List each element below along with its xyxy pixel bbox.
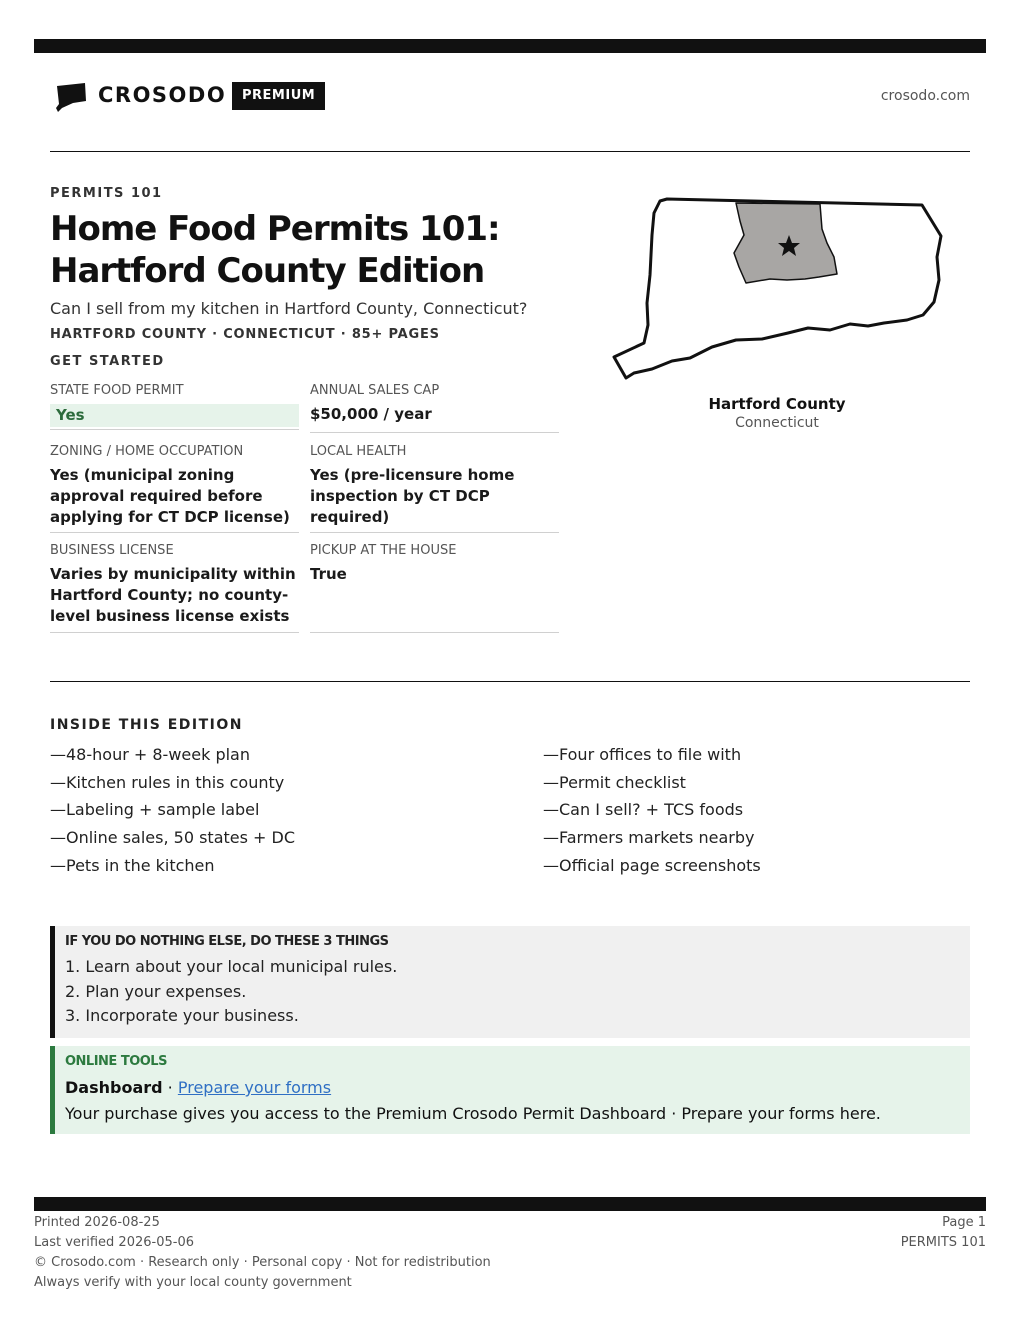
fact-divider xyxy=(50,632,299,633)
contents-list-right xyxy=(543,744,761,882)
list-item[interactable]: —Kitchen rules in this county xyxy=(50,772,285,792)
step-item: 3. Incorporate your business. xyxy=(65,1006,299,1025)
fact-label: STATE FOOD PERMIT xyxy=(50,383,184,398)
list-item[interactable]: —Official page screenshots xyxy=(543,855,761,875)
list-item[interactable]: —Can I sell? + TCS foods xyxy=(543,800,744,820)
verified-date: Last verified 2026-05-06 xyxy=(34,1235,194,1250)
list-item[interactable]: —Farmers markets nearby xyxy=(543,828,755,848)
fact-divider xyxy=(310,432,559,433)
fact-divider xyxy=(310,532,559,533)
separator: · xyxy=(162,1078,178,1097)
header-divider xyxy=(50,151,970,152)
fact-business-license xyxy=(50,543,299,627)
page-number: Page 1 xyxy=(942,1215,986,1230)
fact-value: Yes (pre-licensure home inspection by CT DCP required) xyxy=(310,466,515,526)
page-title xyxy=(50,208,610,292)
fact-label: LOCAL HEALTH xyxy=(310,444,407,459)
fact-local-health xyxy=(310,444,559,528)
prepare-forms-link[interactable]: Prepare your forms xyxy=(177,1078,332,1097)
inside-edition-heading: INSIDE THIS EDITION xyxy=(50,717,243,733)
footer-left xyxy=(34,1213,491,1293)
three-things-heading: IF YOU DO NOTHING ELSE, DO THESE 3 THINGS xyxy=(65,934,389,949)
county-map xyxy=(612,195,944,383)
fact-zoning xyxy=(50,444,299,528)
footer-section: PERMITS 101 xyxy=(900,1235,986,1250)
get-started-heading: GET STARTED xyxy=(50,354,165,369)
edition-meta: HARTFORD COUNTY · CONNECTICUT · 85+ PAGES xyxy=(50,327,440,342)
fact-label: BUSINESS LICENSE xyxy=(50,543,174,558)
title-line-2: Hartford County Edition xyxy=(50,251,485,291)
top-bar xyxy=(34,39,986,53)
fact-divider xyxy=(310,632,559,633)
fact-label: PICKUP AT THE HOUSE xyxy=(310,543,457,558)
online-tools-callout xyxy=(50,1046,970,1134)
fact-value: True xyxy=(310,565,347,583)
copyright-notice: © Crosodo.com · Research only · Personal copy · Not for redistribution xyxy=(34,1255,491,1270)
map-state-name: Connecticut xyxy=(735,415,819,431)
title-line-1: Home Food Permits 101: xyxy=(50,209,500,249)
connecticut-logo-icon xyxy=(54,80,88,114)
step-item: 2. Plan your expenses. xyxy=(65,981,247,1001)
fact-pickup xyxy=(310,543,559,585)
premium-badge: PREMIUM xyxy=(232,82,325,110)
three-things-steps xyxy=(65,955,970,1029)
list-item[interactable]: —Online sales, 50 states + DC xyxy=(50,828,296,848)
section-divider xyxy=(50,681,970,682)
fact-value: Yes (municipal zoning approval required before applying for CT DCP license) xyxy=(50,466,290,526)
list-item[interactable]: —Pets in the kitchen xyxy=(50,855,215,875)
fact-annual-sales-cap xyxy=(310,383,559,425)
fact-value: Varies by municipality within Hartford County; no county-level business license exists xyxy=(50,565,296,625)
list-item[interactable]: —Permit checklist xyxy=(543,772,686,792)
verify-advice: Always verify with your local county government xyxy=(34,1275,352,1290)
dashboard-label: Dashboard xyxy=(65,1078,163,1097)
printed-date: Printed 2026-08-25 xyxy=(34,1215,160,1230)
footer-bar xyxy=(34,1197,986,1211)
header xyxy=(50,78,970,118)
map-caption xyxy=(657,395,897,431)
list-item[interactable]: —Four offices to file with xyxy=(543,745,742,764)
fact-state-food-permit xyxy=(50,383,299,427)
list-item[interactable]: —Labeling + sample label xyxy=(50,800,260,820)
fact-label: ANNUAL SALES CAP xyxy=(310,383,440,398)
dashboard-line xyxy=(65,1075,970,1101)
fact-divider xyxy=(50,429,299,430)
map-county-name: Hartford County xyxy=(708,395,846,413)
section-eyebrow: PERMITS 101 xyxy=(50,186,163,201)
fact-label: ZONING / HOME OCCUPATION xyxy=(50,444,244,459)
online-tools-heading: ONLINE TOOLS xyxy=(65,1054,167,1069)
fact-value: Yes xyxy=(50,404,299,427)
step-item: 1. Learn about your local municipal rules. xyxy=(65,957,398,976)
contents-list-left xyxy=(50,744,295,882)
page-subtitle: Can I sell from my kitchen in Hartford County, Connecticut? xyxy=(50,299,528,318)
site-url[interactable]: crosodo.com xyxy=(880,88,970,104)
list-item[interactable]: —48-hour + 8-week plan xyxy=(50,745,250,764)
brand-name: CROSODO xyxy=(98,83,227,107)
three-things-callout xyxy=(50,926,970,1038)
fact-value: $50,000 / year xyxy=(310,405,432,423)
online-tools-body: Your purchase gives you access to the Premium Crosodo Permit Dashboard · Prepare your forms here. xyxy=(65,1104,881,1123)
footer-right xyxy=(901,1213,986,1253)
fact-divider xyxy=(50,532,299,533)
